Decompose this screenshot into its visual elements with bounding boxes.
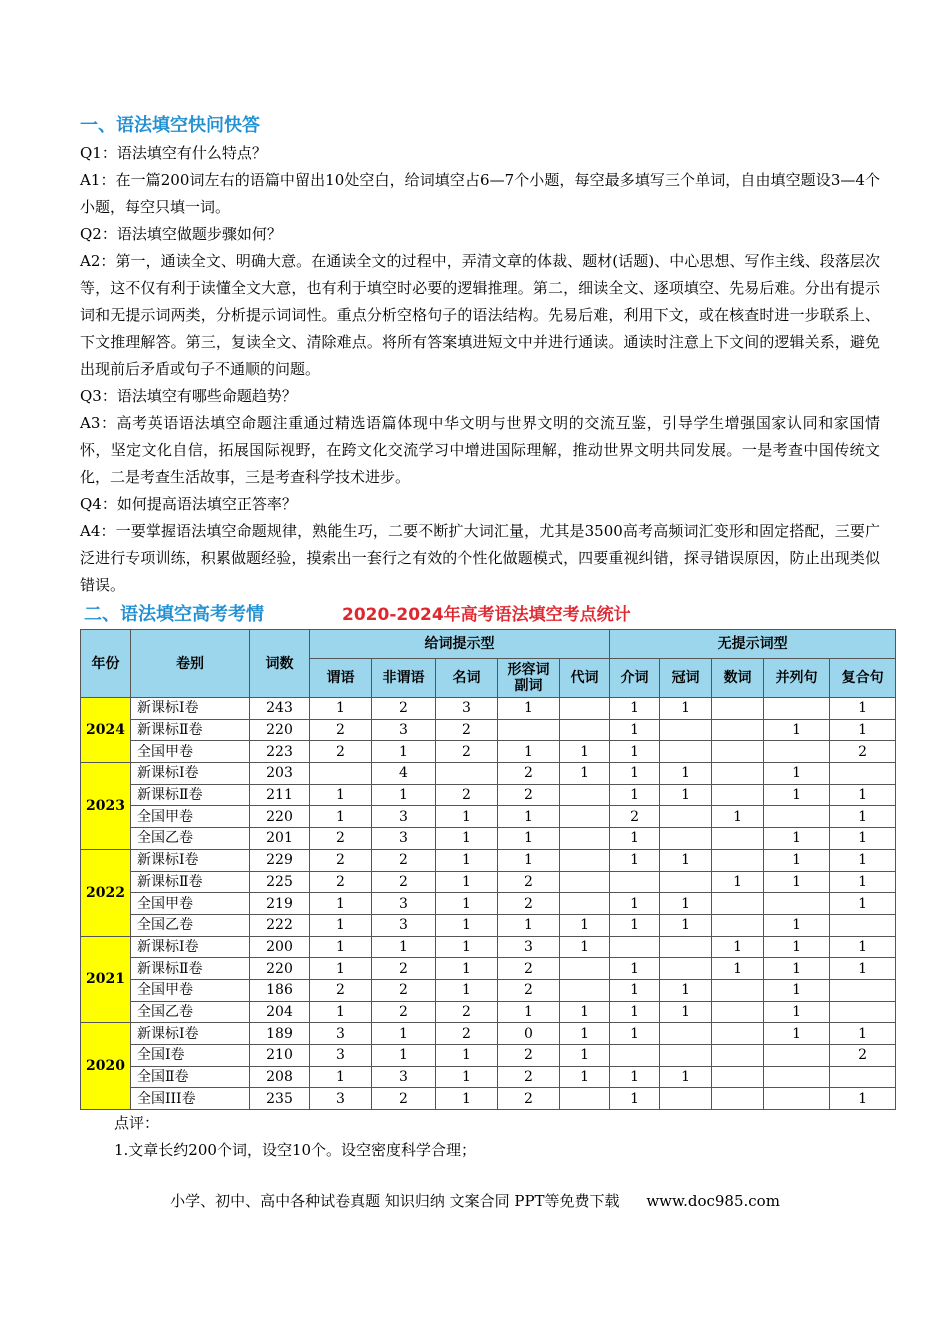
year-cell: 2021: [81, 936, 131, 1023]
words-cell: 222: [250, 914, 310, 936]
juan-cell: 新课标Ⅰ卷: [131, 763, 250, 785]
count-cell: 1: [310, 698, 372, 720]
count-cell: [830, 1001, 896, 1023]
words-cell: 210: [250, 1045, 310, 1067]
count-cell: 2: [498, 958, 560, 980]
count-cell: 1: [764, 763, 830, 785]
count-cell: 2: [372, 849, 436, 871]
count-cell: [712, 1001, 764, 1023]
count-cell: 3: [372, 719, 436, 741]
year-cell: 2024: [81, 698, 131, 763]
question-4: Q4：如何提高语法填空正答率？: [80, 495, 297, 513]
count-cell: 1: [764, 1023, 830, 1045]
count-cell: [660, 741, 712, 763]
count-cell: 1: [660, 914, 712, 936]
count-cell: 1: [436, 871, 498, 893]
column-header: 形容词 副词: [498, 659, 560, 698]
words-cell: 186: [250, 979, 310, 1001]
count-cell: 1: [498, 806, 560, 828]
count-cell: [764, 893, 830, 915]
count-cell: [712, 1023, 764, 1045]
count-cell: 1: [830, 1088, 896, 1110]
count-cell: 2: [310, 979, 372, 1001]
header-words: 词数: [250, 630, 310, 698]
answer-2: A2：第一，通读全文、明确大意。在通读全文的过程中，弄清文章的体裁、题材(话题)、中心思想、写作主线、段落层次等，这不仅有利于读懂全文大意，也有利于填空时必要的逻辑推理。第二，细读全文、逐项填空、先易后难。分出有提示词和无提示词两类，分析提示词词性。重点分析空格句子的语法结构。先易后难，利用下文，或在核查时进一步联系上、下文推理解答。第三，复读全文、清除难点。将所有答案填进短文中并进行通读。通读时注意上下文间的逻辑关系，避免出现前后矛盾或句子不通顺的问题。: [80, 252, 880, 378]
page-footer: [0, 1190, 950, 1211]
count-cell: 1: [712, 871, 764, 893]
count-cell: 2: [310, 719, 372, 741]
count-cell: 1: [372, 784, 436, 806]
juan-cell: 全国III卷: [131, 1088, 250, 1110]
count-cell: 1: [660, 698, 712, 720]
column-header: 并列句: [764, 659, 830, 698]
count-cell: 1: [830, 958, 896, 980]
count-cell: 1: [610, 741, 660, 763]
words-cell: 220: [250, 806, 310, 828]
juan-cell: 全国乙卷: [131, 828, 250, 850]
table-row: [81, 936, 896, 958]
count-cell: 1: [560, 914, 610, 936]
count-cell: 2: [372, 698, 436, 720]
count-cell: [660, 1023, 712, 1045]
count-cell: [712, 741, 764, 763]
count-cell: 4: [372, 763, 436, 785]
count-cell: [830, 914, 896, 936]
count-cell: 3: [372, 1066, 436, 1088]
count-cell: 1: [764, 828, 830, 850]
count-cell: [830, 979, 896, 1001]
table-row: [81, 1045, 896, 1067]
count-cell: [660, 871, 712, 893]
count-cell: 2: [372, 979, 436, 1001]
count-cell: 1: [764, 1001, 830, 1023]
count-cell: 1: [660, 979, 712, 1001]
count-cell: 2: [498, 763, 560, 785]
count-cell: 2: [436, 1001, 498, 1023]
count-cell: 1: [830, 806, 896, 828]
count-cell: [560, 1088, 610, 1110]
juan-cell: 全国乙卷: [131, 914, 250, 936]
table-row: [81, 893, 896, 915]
count-cell: 3: [372, 806, 436, 828]
count-cell: [764, 1045, 830, 1067]
count-cell: 2: [610, 806, 660, 828]
table-title: 2020-2024年高考语法填空考点统计: [342, 605, 631, 625]
words-cell: 220: [250, 719, 310, 741]
count-cell: 1: [830, 893, 896, 915]
words-cell: 201: [250, 828, 310, 850]
count-cell: 2: [498, 893, 560, 915]
count-cell: 1: [764, 914, 830, 936]
count-cell: 2: [498, 784, 560, 806]
count-cell: 1: [764, 784, 830, 806]
count-cell: [560, 806, 610, 828]
count-cell: 2: [310, 871, 372, 893]
count-cell: [610, 871, 660, 893]
footer-url[interactable]: www.doc985.com: [646, 1192, 780, 1210]
count-cell: 1: [560, 1045, 610, 1067]
answer-3: A3：高考英语语法填空命题注重通过精选语篇体现中华文明与世界文明的交流互鉴，引导学生增强国家认同和家国情怀，坚定文化自信，拓展国际视野，在跨文化交流学习中增进国际理解，推动世界文明共同发展。一是考查中国传统文化，二是考查生活故事，三是考查科学技术进步。: [80, 414, 880, 486]
count-cell: 1: [310, 806, 372, 828]
count-cell: 1: [436, 806, 498, 828]
count-cell: [560, 958, 610, 980]
table-row: [81, 914, 896, 936]
count-cell: 1: [764, 871, 830, 893]
count-cell: [660, 936, 712, 958]
count-cell: 1: [610, 784, 660, 806]
table-row: [81, 1001, 896, 1023]
count-cell: 1: [610, 893, 660, 915]
count-cell: 1: [560, 1001, 610, 1023]
words-cell: 220: [250, 958, 310, 980]
table-row: [81, 741, 896, 763]
count-cell: [660, 1045, 712, 1067]
count-cell: 1: [610, 849, 660, 871]
count-cell: [610, 936, 660, 958]
column-header: 谓语: [310, 659, 372, 698]
count-cell: [560, 849, 610, 871]
count-cell: 1: [436, 1066, 498, 1088]
year-cell: 2023: [81, 763, 131, 850]
count-cell: [660, 806, 712, 828]
juan-cell: 全国甲卷: [131, 893, 250, 915]
column-header: 冠词: [660, 659, 712, 698]
count-cell: 1: [310, 914, 372, 936]
count-cell: 2: [372, 1001, 436, 1023]
juan-cell: 新课标Ⅰ卷: [131, 1023, 250, 1045]
footer-text: 小学、初中、高中各种试卷真题 知识归纳 文案合同 PPT等免费下载: [170, 1192, 620, 1210]
count-cell: [560, 893, 610, 915]
words-cell: 223: [250, 741, 310, 763]
count-cell: [560, 784, 610, 806]
count-cell: 1: [436, 958, 498, 980]
count-cell: 2: [310, 741, 372, 763]
count-cell: 2: [498, 1088, 560, 1110]
count-cell: [660, 719, 712, 741]
table-row: [81, 1023, 896, 1045]
count-cell: [660, 958, 712, 980]
count-cell: 1: [610, 698, 660, 720]
count-cell: [712, 893, 764, 915]
count-cell: 1: [610, 763, 660, 785]
table-row: [81, 719, 896, 741]
count-cell: 2: [436, 741, 498, 763]
count-cell: 1: [610, 1001, 660, 1023]
count-cell: 1: [660, 1001, 712, 1023]
count-cell: 1: [310, 1001, 372, 1023]
count-cell: [660, 828, 712, 850]
count-cell: 1: [560, 1023, 610, 1045]
year-cell: 2020: [81, 1023, 131, 1110]
count-cell: 1: [310, 958, 372, 980]
count-cell: 1: [436, 1045, 498, 1067]
count-cell: 1: [436, 893, 498, 915]
header-juan: 卷别: [131, 630, 250, 698]
count-cell: [498, 719, 560, 741]
column-header: 名词: [436, 659, 498, 698]
count-cell: 3: [372, 914, 436, 936]
count-cell: 1: [436, 828, 498, 850]
juan-cell: 新课标Ⅱ卷: [131, 871, 250, 893]
juan-cell: 新课标Ⅰ卷: [131, 936, 250, 958]
count-cell: 1: [310, 1066, 372, 1088]
juan-cell: 全国Ⅰ卷: [131, 1045, 250, 1067]
count-cell: 1: [498, 698, 560, 720]
count-cell: 2: [310, 849, 372, 871]
table-row: [81, 698, 896, 720]
count-cell: 1: [830, 1023, 896, 1045]
count-cell: 1: [436, 849, 498, 871]
count-cell: [712, 1045, 764, 1067]
words-cell: 225: [250, 871, 310, 893]
answer-1: A1：在一篇200词左右的语篇中留出10处空白，给词填空占6—7个小题，每空最多填写三个单词，自由填空题设3—4个小题，每空只填一词。: [80, 171, 880, 216]
column-header: 介词: [610, 659, 660, 698]
count-cell: [560, 719, 610, 741]
count-cell: 1: [830, 784, 896, 806]
count-cell: 2: [310, 828, 372, 850]
count-cell: 1: [436, 1088, 498, 1110]
count-cell: 1: [310, 784, 372, 806]
count-cell: 1: [610, 1023, 660, 1045]
juan-cell: 新课标Ⅱ卷: [131, 958, 250, 980]
count-cell: 3: [372, 828, 436, 850]
juan-cell: 新课标Ⅱ卷: [131, 784, 250, 806]
count-cell: [764, 741, 830, 763]
column-header: 代词: [560, 659, 610, 698]
count-cell: 1: [660, 1066, 712, 1088]
count-cell: [830, 1066, 896, 1088]
count-cell: 1: [712, 806, 764, 828]
count-cell: [712, 719, 764, 741]
count-cell: [712, 698, 764, 720]
count-cell: 1: [310, 936, 372, 958]
count-cell: 1: [372, 1023, 436, 1045]
count-cell: 1: [830, 828, 896, 850]
count-cell: 1: [498, 828, 560, 850]
count-cell: 1: [498, 1001, 560, 1023]
words-cell: 203: [250, 763, 310, 785]
count-cell: 1: [764, 719, 830, 741]
words-cell: 211: [250, 784, 310, 806]
count-cell: 1: [610, 1088, 660, 1110]
header-group-hint: 给词提示型: [310, 630, 610, 659]
count-cell: 1: [372, 936, 436, 958]
count-cell: 2: [436, 1023, 498, 1045]
section1-title: 一、语法填空快问快答: [80, 115, 260, 136]
count-cell: [560, 828, 610, 850]
count-cell: 1: [436, 979, 498, 1001]
words-cell: 243: [250, 698, 310, 720]
count-cell: [560, 871, 610, 893]
count-cell: 3: [310, 1088, 372, 1110]
count-cell: 1: [436, 914, 498, 936]
count-cell: 1: [610, 979, 660, 1001]
table-row: [81, 1088, 896, 1110]
count-cell: [560, 698, 610, 720]
table-row: [81, 806, 896, 828]
count-cell: 2: [372, 958, 436, 980]
question-3: Q3：语法填空有哪些命题趋势？: [80, 387, 297, 405]
words-cell: 229: [250, 849, 310, 871]
count-cell: 1: [660, 763, 712, 785]
table-row: [81, 979, 896, 1001]
count-cell: 2: [436, 719, 498, 741]
count-cell: 1: [610, 828, 660, 850]
count-cell: 1: [436, 936, 498, 958]
note-item-1: 1.文章长约200个词，设空10个。设空密度科学合理；: [114, 1141, 477, 1160]
question-1: Q1：语法填空有什么特点？: [80, 144, 267, 162]
count-cell: [830, 763, 896, 785]
count-cell: 1: [712, 936, 764, 958]
count-cell: 1: [764, 936, 830, 958]
header-year: 年份: [81, 630, 131, 698]
header-group-nohint: 无提示词型: [610, 630, 896, 659]
count-cell: 1: [660, 849, 712, 871]
count-cell: 1: [764, 849, 830, 871]
count-cell: [712, 849, 764, 871]
count-cell: 1: [498, 914, 560, 936]
words-cell: 219: [250, 893, 310, 915]
count-cell: 1: [372, 741, 436, 763]
count-cell: 1: [372, 1045, 436, 1067]
count-cell: 1: [660, 893, 712, 915]
count-cell: 3: [498, 936, 560, 958]
count-cell: [712, 828, 764, 850]
count-cell: 1: [830, 936, 896, 958]
section2-header: [80, 601, 880, 629]
count-cell: 3: [436, 698, 498, 720]
count-cell: 2: [372, 1088, 436, 1110]
count-cell: 2: [498, 979, 560, 1001]
count-cell: 3: [310, 1045, 372, 1067]
count-cell: 2: [498, 1066, 560, 1088]
count-cell: 1: [560, 763, 610, 785]
juan-cell: 全国甲卷: [131, 806, 250, 828]
count-cell: 1: [498, 741, 560, 763]
count-cell: [610, 1045, 660, 1067]
count-cell: 1: [560, 936, 610, 958]
question-2: Q2：语法填空做题步骤如何？: [80, 225, 282, 243]
count-cell: 2: [830, 741, 896, 763]
count-cell: [660, 1088, 712, 1110]
count-cell: 1: [610, 914, 660, 936]
count-cell: 2: [436, 784, 498, 806]
words-cell: 204: [250, 1001, 310, 1023]
juan-cell: 新课标Ⅱ卷: [131, 719, 250, 741]
count-cell: 1: [560, 741, 610, 763]
juan-cell: 全国Ⅱ卷: [131, 1066, 250, 1088]
count-cell: 2: [498, 871, 560, 893]
count-cell: [764, 806, 830, 828]
table-row: [81, 958, 896, 980]
table-row: [81, 871, 896, 893]
count-cell: 1: [764, 958, 830, 980]
count-cell: 3: [310, 1023, 372, 1045]
count-cell: [436, 763, 498, 785]
count-cell: [712, 1066, 764, 1088]
count-cell: [764, 1088, 830, 1110]
qa-list: [80, 140, 880, 599]
count-cell: 1: [610, 958, 660, 980]
words-cell: 235: [250, 1088, 310, 1110]
count-cell: [712, 763, 764, 785]
section2-title: 二、语法填空高考考情: [84, 604, 264, 625]
count-cell: [712, 1088, 764, 1110]
juan-cell: 全国甲卷: [131, 741, 250, 763]
column-header: 复合句: [830, 659, 896, 698]
count-cell: 1: [310, 893, 372, 915]
count-cell: 1: [610, 719, 660, 741]
count-cell: [310, 763, 372, 785]
words-cell: 208: [250, 1066, 310, 1088]
count-cell: 2: [372, 871, 436, 893]
count-cell: 1: [830, 849, 896, 871]
count-cell: 1: [660, 784, 712, 806]
table-body: [81, 698, 896, 1110]
count-cell: 1: [764, 979, 830, 1001]
count-cell: [712, 979, 764, 1001]
table-row: [81, 763, 896, 785]
count-cell: 1: [712, 958, 764, 980]
count-cell: 1: [610, 1066, 660, 1088]
column-header: 数词: [712, 659, 764, 698]
stats-table: [80, 629, 896, 1110]
table-row: [81, 828, 896, 850]
count-cell: [764, 698, 830, 720]
words-cell: 200: [250, 936, 310, 958]
note-label: 点评：: [114, 1114, 160, 1133]
count-cell: 1: [498, 849, 560, 871]
table-row: [81, 1066, 896, 1088]
count-cell: 2: [830, 1045, 896, 1067]
count-cell: 1: [560, 1066, 610, 1088]
count-cell: [764, 1066, 830, 1088]
juan-cell: 全国甲卷: [131, 979, 250, 1001]
year-cell: 2022: [81, 849, 131, 936]
count-cell: 1: [830, 698, 896, 720]
column-header: 非谓语: [372, 659, 436, 698]
words-cell: 189: [250, 1023, 310, 1045]
document-page: [80, 110, 884, 1164]
juan-cell: 新课标Ⅰ卷: [131, 698, 250, 720]
count-cell: [712, 914, 764, 936]
juan-cell: 全国乙卷: [131, 1001, 250, 1023]
count-cell: 3: [372, 893, 436, 915]
table-row: [81, 849, 896, 871]
juan-cell: 新课标Ⅰ卷: [131, 849, 250, 871]
count-cell: 1: [830, 719, 896, 741]
count-cell: 0: [498, 1023, 560, 1045]
count-cell: [712, 784, 764, 806]
count-cell: 2: [498, 1045, 560, 1067]
count-cell: [560, 979, 610, 1001]
count-cell: 1: [830, 871, 896, 893]
table-row: [81, 784, 896, 806]
answer-4: A4：一要掌握语法填空命题规律，熟能生巧，二要不断扩大词汇量，尤其是3500高考高频词汇变形和固定搭配，三要广泛进行专项训练，积累做题经验，摸索出一套行之有效的个性化做题模式，四要重视纠错，探寻错误原因，防止出现类似错误。: [80, 522, 880, 594]
